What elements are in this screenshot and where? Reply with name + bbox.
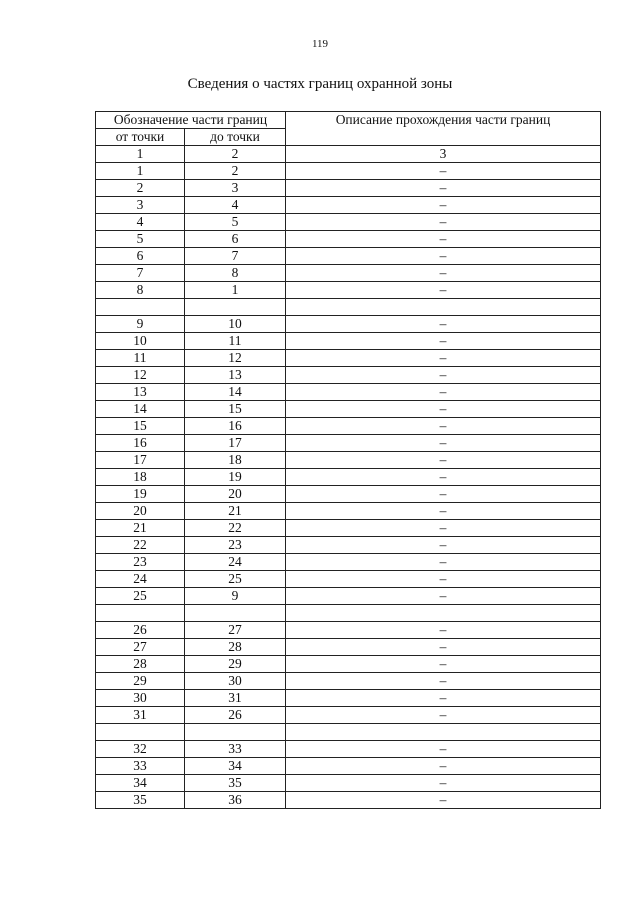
to-point-cell: 3 <box>185 180 286 197</box>
table-row <box>96 741 601 758</box>
description-cell: – <box>286 316 601 333</box>
from-point-cell: 4 <box>96 214 185 231</box>
table-spacer-row <box>96 299 601 316</box>
to-point-cell: 9 <box>185 588 286 605</box>
boundary-parts-table <box>95 111 601 809</box>
table-row <box>96 333 601 350</box>
to-point-cell: 17 <box>185 435 286 452</box>
description-cell: – <box>286 333 601 350</box>
to-point-cell: 33 <box>185 741 286 758</box>
to-point-cell: 29 <box>185 656 286 673</box>
from-point-cell <box>96 605 185 622</box>
table-row <box>96 520 601 537</box>
description-cell: – <box>286 656 601 673</box>
from-point-cell: 24 <box>96 571 185 588</box>
table-row <box>96 231 601 248</box>
table-spacer-row <box>96 724 601 741</box>
from-point-cell: 12 <box>96 367 185 384</box>
description-cell: – <box>286 384 601 401</box>
description-cell: – <box>286 265 601 282</box>
description-cell: – <box>286 758 601 775</box>
to-point-cell: 6 <box>185 231 286 248</box>
to-point-cell <box>185 724 286 741</box>
table-row <box>96 622 601 639</box>
header-boundary-description: Описание прохождения части границ <box>286 112 601 146</box>
description-cell: – <box>286 197 601 214</box>
table-row <box>96 503 601 520</box>
description-cell: – <box>286 741 601 758</box>
column-index-description: 3 <box>286 146 601 163</box>
description-cell: – <box>286 486 601 503</box>
description-cell: – <box>286 520 601 537</box>
table-row <box>96 554 601 571</box>
to-point-cell <box>185 605 286 622</box>
to-point-cell: 36 <box>185 792 286 809</box>
description-cell: – <box>286 639 601 656</box>
table-row <box>96 316 601 333</box>
from-point-cell: 18 <box>96 469 185 486</box>
to-point-cell: 7 <box>185 248 286 265</box>
description-cell: – <box>286 792 601 809</box>
description-cell: – <box>286 435 601 452</box>
header-to-point: до точки <box>185 129 286 146</box>
table-row <box>96 248 601 265</box>
description-cell: – <box>286 469 601 486</box>
to-point-cell: 5 <box>185 214 286 231</box>
to-point-cell: 12 <box>185 350 286 367</box>
to-point-cell: 22 <box>185 520 286 537</box>
description-cell: – <box>286 571 601 588</box>
description-cell: – <box>286 180 601 197</box>
header-boundary-part-designation: Обозначение части границ <box>96 112 286 129</box>
table-row <box>96 571 601 588</box>
to-point-cell: 1 <box>185 282 286 299</box>
to-point-cell: 26 <box>185 707 286 724</box>
from-point-cell: 6 <box>96 248 185 265</box>
description-cell: – <box>286 673 601 690</box>
table-row <box>96 350 601 367</box>
from-point-cell: 29 <box>96 673 185 690</box>
table-row <box>96 707 601 724</box>
from-point-cell <box>96 724 185 741</box>
table-row <box>96 588 601 605</box>
table-row <box>96 486 601 503</box>
to-point-cell: 18 <box>185 452 286 469</box>
description-cell: – <box>286 537 601 554</box>
to-point-cell: 35 <box>185 775 286 792</box>
to-point-cell: 8 <box>185 265 286 282</box>
table-row <box>96 282 601 299</box>
description-cell: – <box>286 163 601 180</box>
from-point-cell: 26 <box>96 622 185 639</box>
to-point-cell: 14 <box>185 384 286 401</box>
table-row <box>96 690 601 707</box>
description-cell: – <box>286 231 601 248</box>
to-point-cell: 24 <box>185 554 286 571</box>
to-point-cell: 20 <box>185 486 286 503</box>
table-row <box>96 384 601 401</box>
from-point-cell: 17 <box>96 452 185 469</box>
to-point-cell: 15 <box>185 401 286 418</box>
description-cell: – <box>286 367 601 384</box>
description-cell: – <box>286 350 601 367</box>
from-point-cell: 21 <box>96 520 185 537</box>
from-point-cell: 19 <box>96 486 185 503</box>
header-from-point: от точки <box>96 129 185 146</box>
to-point-cell: 16 <box>185 418 286 435</box>
from-point-cell: 20 <box>96 503 185 520</box>
table-row <box>96 537 601 554</box>
table-row <box>96 435 601 452</box>
description-cell: – <box>286 248 601 265</box>
to-point-cell: 13 <box>185 367 286 384</box>
from-point-cell: 8 <box>96 282 185 299</box>
table-row <box>96 452 601 469</box>
column-index-to: 2 <box>185 146 286 163</box>
from-point-cell: 10 <box>96 333 185 350</box>
from-point-cell: 31 <box>96 707 185 724</box>
table-row <box>96 775 601 792</box>
description-cell: – <box>286 622 601 639</box>
from-point-cell: 2 <box>96 180 185 197</box>
description-cell: – <box>286 401 601 418</box>
table-row <box>96 673 601 690</box>
column-index-from: 1 <box>96 146 185 163</box>
table-row <box>96 180 601 197</box>
from-point-cell: 7 <box>96 265 185 282</box>
from-point-cell: 3 <box>96 197 185 214</box>
table-row <box>96 265 601 282</box>
to-point-cell: 2 <box>185 163 286 180</box>
table-row <box>96 163 601 180</box>
document-title: Сведения о частях границ охранной зоны <box>187 76 453 92</box>
description-cell <box>286 605 601 622</box>
description-cell: – <box>286 707 601 724</box>
from-point-cell: 14 <box>96 401 185 418</box>
to-point-cell: 31 <box>185 690 286 707</box>
to-point-cell: 34 <box>185 758 286 775</box>
description-cell: – <box>286 214 601 231</box>
from-point-cell: 33 <box>96 758 185 775</box>
description-cell: – <box>286 503 601 520</box>
from-point-cell: 22 <box>96 537 185 554</box>
from-point-cell: 23 <box>96 554 185 571</box>
from-point-cell: 34 <box>96 775 185 792</box>
description-cell: – <box>286 554 601 571</box>
description-cell: – <box>286 418 601 435</box>
page-number: 119 <box>311 38 329 50</box>
from-point-cell: 25 <box>96 588 185 605</box>
table-row <box>96 401 601 418</box>
from-point-cell: 32 <box>96 741 185 758</box>
to-point-cell: 28 <box>185 639 286 656</box>
from-point-cell: 13 <box>96 384 185 401</box>
from-point-cell: 9 <box>96 316 185 333</box>
table-header-row <box>96 112 601 129</box>
from-point-cell <box>96 299 185 316</box>
to-point-cell <box>185 299 286 316</box>
description-cell: – <box>286 588 601 605</box>
table-spacer-row <box>96 605 601 622</box>
to-point-cell: 11 <box>185 333 286 350</box>
from-point-cell: 5 <box>96 231 185 248</box>
column-index-row <box>96 146 601 163</box>
from-point-cell: 28 <box>96 656 185 673</box>
from-point-cell: 27 <box>96 639 185 656</box>
table-row <box>96 418 601 435</box>
to-point-cell: 21 <box>185 503 286 520</box>
from-point-cell: 15 <box>96 418 185 435</box>
from-point-cell: 30 <box>96 690 185 707</box>
table-row <box>96 792 601 809</box>
table-row <box>96 214 601 231</box>
table-row <box>96 639 601 656</box>
description-cell <box>286 299 601 316</box>
to-point-cell: 23 <box>185 537 286 554</box>
description-cell: – <box>286 282 601 299</box>
table-row <box>96 469 601 486</box>
to-point-cell: 25 <box>185 571 286 588</box>
to-point-cell: 27 <box>185 622 286 639</box>
description-cell: – <box>286 690 601 707</box>
from-point-cell: 1 <box>96 163 185 180</box>
description-cell: – <box>286 775 601 792</box>
to-point-cell: 10 <box>185 316 286 333</box>
to-point-cell: 4 <box>185 197 286 214</box>
description-cell: – <box>286 452 601 469</box>
table-row <box>96 656 601 673</box>
from-point-cell: 16 <box>96 435 185 452</box>
table-row <box>96 197 601 214</box>
to-point-cell: 30 <box>185 673 286 690</box>
description-cell <box>286 724 601 741</box>
from-point-cell: 11 <box>96 350 185 367</box>
from-point-cell: 35 <box>96 792 185 809</box>
to-point-cell: 19 <box>185 469 286 486</box>
table-row <box>96 758 601 775</box>
table-row <box>96 367 601 384</box>
